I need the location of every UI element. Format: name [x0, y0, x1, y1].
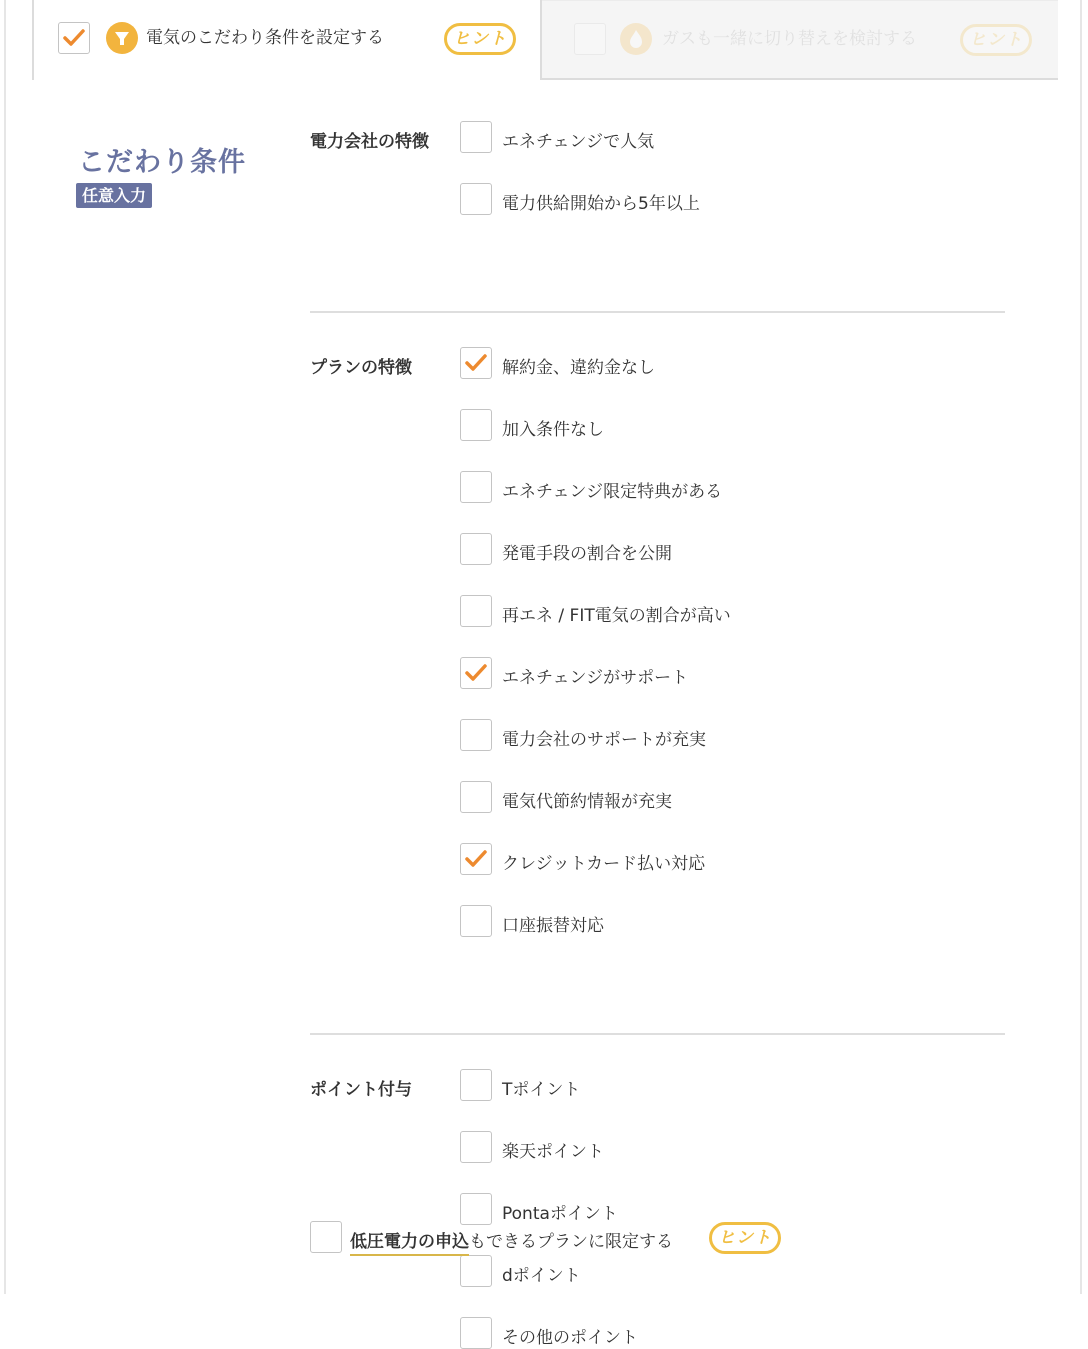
option-checkbox[interactable]: [460, 347, 492, 379]
option-label[interactable]: 解約金、違約金なし: [502, 358, 655, 378]
gas-switch-checkbox[interactable]: [574, 23, 606, 55]
low-voltage-hint-button[interactable]: ヒント: [709, 1222, 781, 1254]
option-label[interactable]: 再エネ / FIT電気の割合が高い: [502, 606, 731, 626]
option-checkbox[interactable]: [460, 1193, 492, 1225]
option-label[interactable]: エネチェンジで人気: [502, 132, 655, 152]
group-label: ポイント付与: [310, 1080, 412, 1100]
frame-left-border: [4, 0, 6, 1294]
option-checkbox[interactable]: [460, 595, 492, 627]
option-checkbox[interactable]: [460, 409, 492, 441]
option-label[interactable]: クレジットカード払い対応: [502, 854, 706, 874]
optional-badge: 任意入力: [76, 183, 152, 208]
low-voltage-rest: もできるプランに限定する: [469, 1232, 673, 1252]
option-checkbox[interactable]: [460, 1131, 492, 1163]
option-checkbox[interactable]: [460, 1255, 492, 1287]
checkmark-icon: [465, 663, 487, 683]
option-label[interactable]: エネチェンジ限定特典がある: [502, 482, 723, 502]
low-voltage-checkbox[interactable]: [310, 1221, 342, 1253]
group-label: 電力会社の特徴: [310, 132, 429, 152]
option-checkbox[interactable]: [460, 843, 492, 875]
frame-right-border: [1080, 0, 1082, 1294]
low-voltage-keyword[interactable]: 低圧電力の申込: [350, 1232, 469, 1256]
option-checkbox[interactable]: [460, 1317, 492, 1349]
group-divider: [310, 1033, 1005, 1035]
section-title: こだわり条件: [78, 147, 246, 178]
option-label[interactable]: 楽天ポイント: [502, 1142, 604, 1162]
option-label[interactable]: 加入条件なし: [502, 420, 604, 440]
option-checkbox[interactable]: [460, 183, 492, 215]
option-checkbox[interactable]: [460, 471, 492, 503]
option-label[interactable]: 電気代節約情報が充実: [502, 792, 672, 812]
group-divider: [310, 311, 1005, 313]
option-label[interactable]: dポイント: [502, 1266, 581, 1286]
option-checkbox[interactable]: [460, 719, 492, 751]
option-checkbox[interactable]: [460, 121, 492, 153]
tab-electric-conditions[interactable]: [32, 0, 542, 80]
option-label[interactable]: エネチェンジがサポート: [502, 668, 689, 688]
checkmark-icon: [465, 353, 487, 373]
option-checkbox[interactable]: [460, 533, 492, 565]
option-checkbox[interactable]: [460, 905, 492, 937]
tab-gas-switch[interactable]: [542, 0, 1058, 80]
option-label[interactable]: 電力会社のサポートが充実: [502, 730, 706, 750]
option-checkbox[interactable]: [460, 657, 492, 689]
option-checkbox[interactable]: [460, 1069, 492, 1101]
option-label[interactable]: 電力供給開始から5年以上: [502, 194, 700, 214]
checkmark-icon: [63, 28, 85, 48]
tab-electric-label: 電気のこだわり条件を設定する: [146, 28, 384, 48]
electric-conditions-checkbox[interactable]: [58, 22, 90, 54]
option-label[interactable]: Pontaポイント: [502, 1204, 618, 1224]
option-label[interactable]: その他のポイント: [502, 1328, 638, 1348]
checkmark-icon: [465, 849, 487, 869]
option-label[interactable]: 口座振替対応: [502, 916, 604, 936]
group-label: プランの特徴: [310, 358, 412, 378]
option-label[interactable]: Tポイント: [502, 1080, 581, 1100]
filter-icon: [106, 22, 138, 54]
gas-hint-button[interactable]: ヒント: [960, 24, 1032, 56]
electric-hint-button[interactable]: ヒント: [444, 23, 516, 55]
flame-icon: [620, 23, 652, 55]
low-voltage-label[interactable]: [350, 1227, 673, 1252]
tab-gas-label: ガスも一緒に切り替えを検討する: [662, 29, 917, 49]
option-checkbox[interactable]: [460, 781, 492, 813]
option-label[interactable]: 発電手段の割合を公開: [502, 544, 672, 564]
